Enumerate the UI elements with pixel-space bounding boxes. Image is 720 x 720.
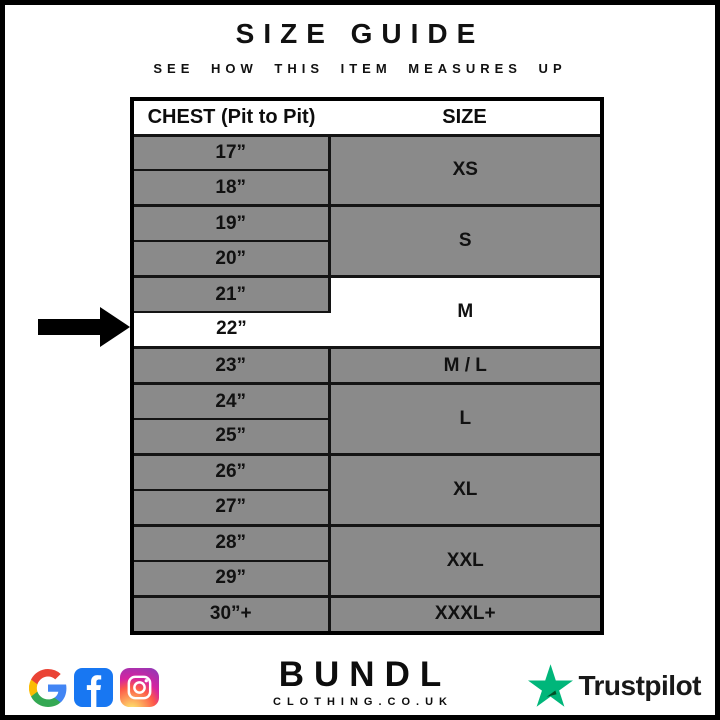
- table-header-row: [132, 99, 602, 135]
- chest-cell: 29”: [132, 561, 329, 596]
- size-cell: XS: [329, 135, 602, 206]
- highlight-arrow-icon: [38, 306, 132, 348]
- chest-cell: 30”+: [132, 596, 329, 633]
- chest-cell: 21”: [132, 277, 329, 312]
- size-cell-highlighted: M: [329, 277, 602, 348]
- table-row: [132, 135, 602, 170]
- size-cell: XL: [329, 454, 602, 525]
- size-cell: M / L: [329, 347, 602, 383]
- size-cell: S: [329, 206, 602, 277]
- chest-cell: 28”: [132, 525, 329, 560]
- size-cell: XXXL+: [329, 596, 602, 633]
- chest-cell: 25”: [132, 419, 329, 454]
- chest-cell: 20”: [132, 241, 329, 276]
- chest-cell: 19”: [132, 206, 329, 241]
- column-header-chest: CHEST (Pit to Pit): [132, 99, 329, 135]
- page-subtitle: SEE HOW THIS ITEM MEASURES UP: [153, 61, 567, 76]
- trustpilot-star-icon: [528, 664, 573, 707]
- brand-domain: CLOTHING.CO.UK: [273, 696, 453, 708]
- trustpilot-logo: [528, 664, 701, 707]
- chest-cell: 23”: [132, 347, 329, 383]
- size-cell: XXL: [329, 525, 602, 596]
- size-cell: L: [329, 384, 602, 455]
- table-row: [132, 596, 602, 633]
- brand-name: BUNDL: [278, 655, 452, 694]
- table-row: [132, 277, 602, 312]
- chest-cell: 27”: [132, 490, 329, 525]
- table-row: [132, 206, 602, 241]
- column-header-size: SIZE: [329, 99, 602, 135]
- trustpilot-label: Trustpilot: [578, 669, 701, 701]
- chest-cell: 26”: [132, 454, 329, 489]
- table-row: [132, 525, 602, 560]
- table-row: [132, 347, 602, 383]
- size-guide-table: [130, 97, 604, 635]
- chest-cell: 18”: [132, 170, 329, 205]
- page-title: SIZE GUIDE: [235, 18, 485, 49]
- table-row: [132, 454, 602, 489]
- table-row: [132, 384, 602, 419]
- chest-cell: 24”: [132, 384, 329, 419]
- chest-cell-highlighted: 22”: [132, 312, 329, 347]
- chest-cell: 17”: [132, 135, 329, 170]
